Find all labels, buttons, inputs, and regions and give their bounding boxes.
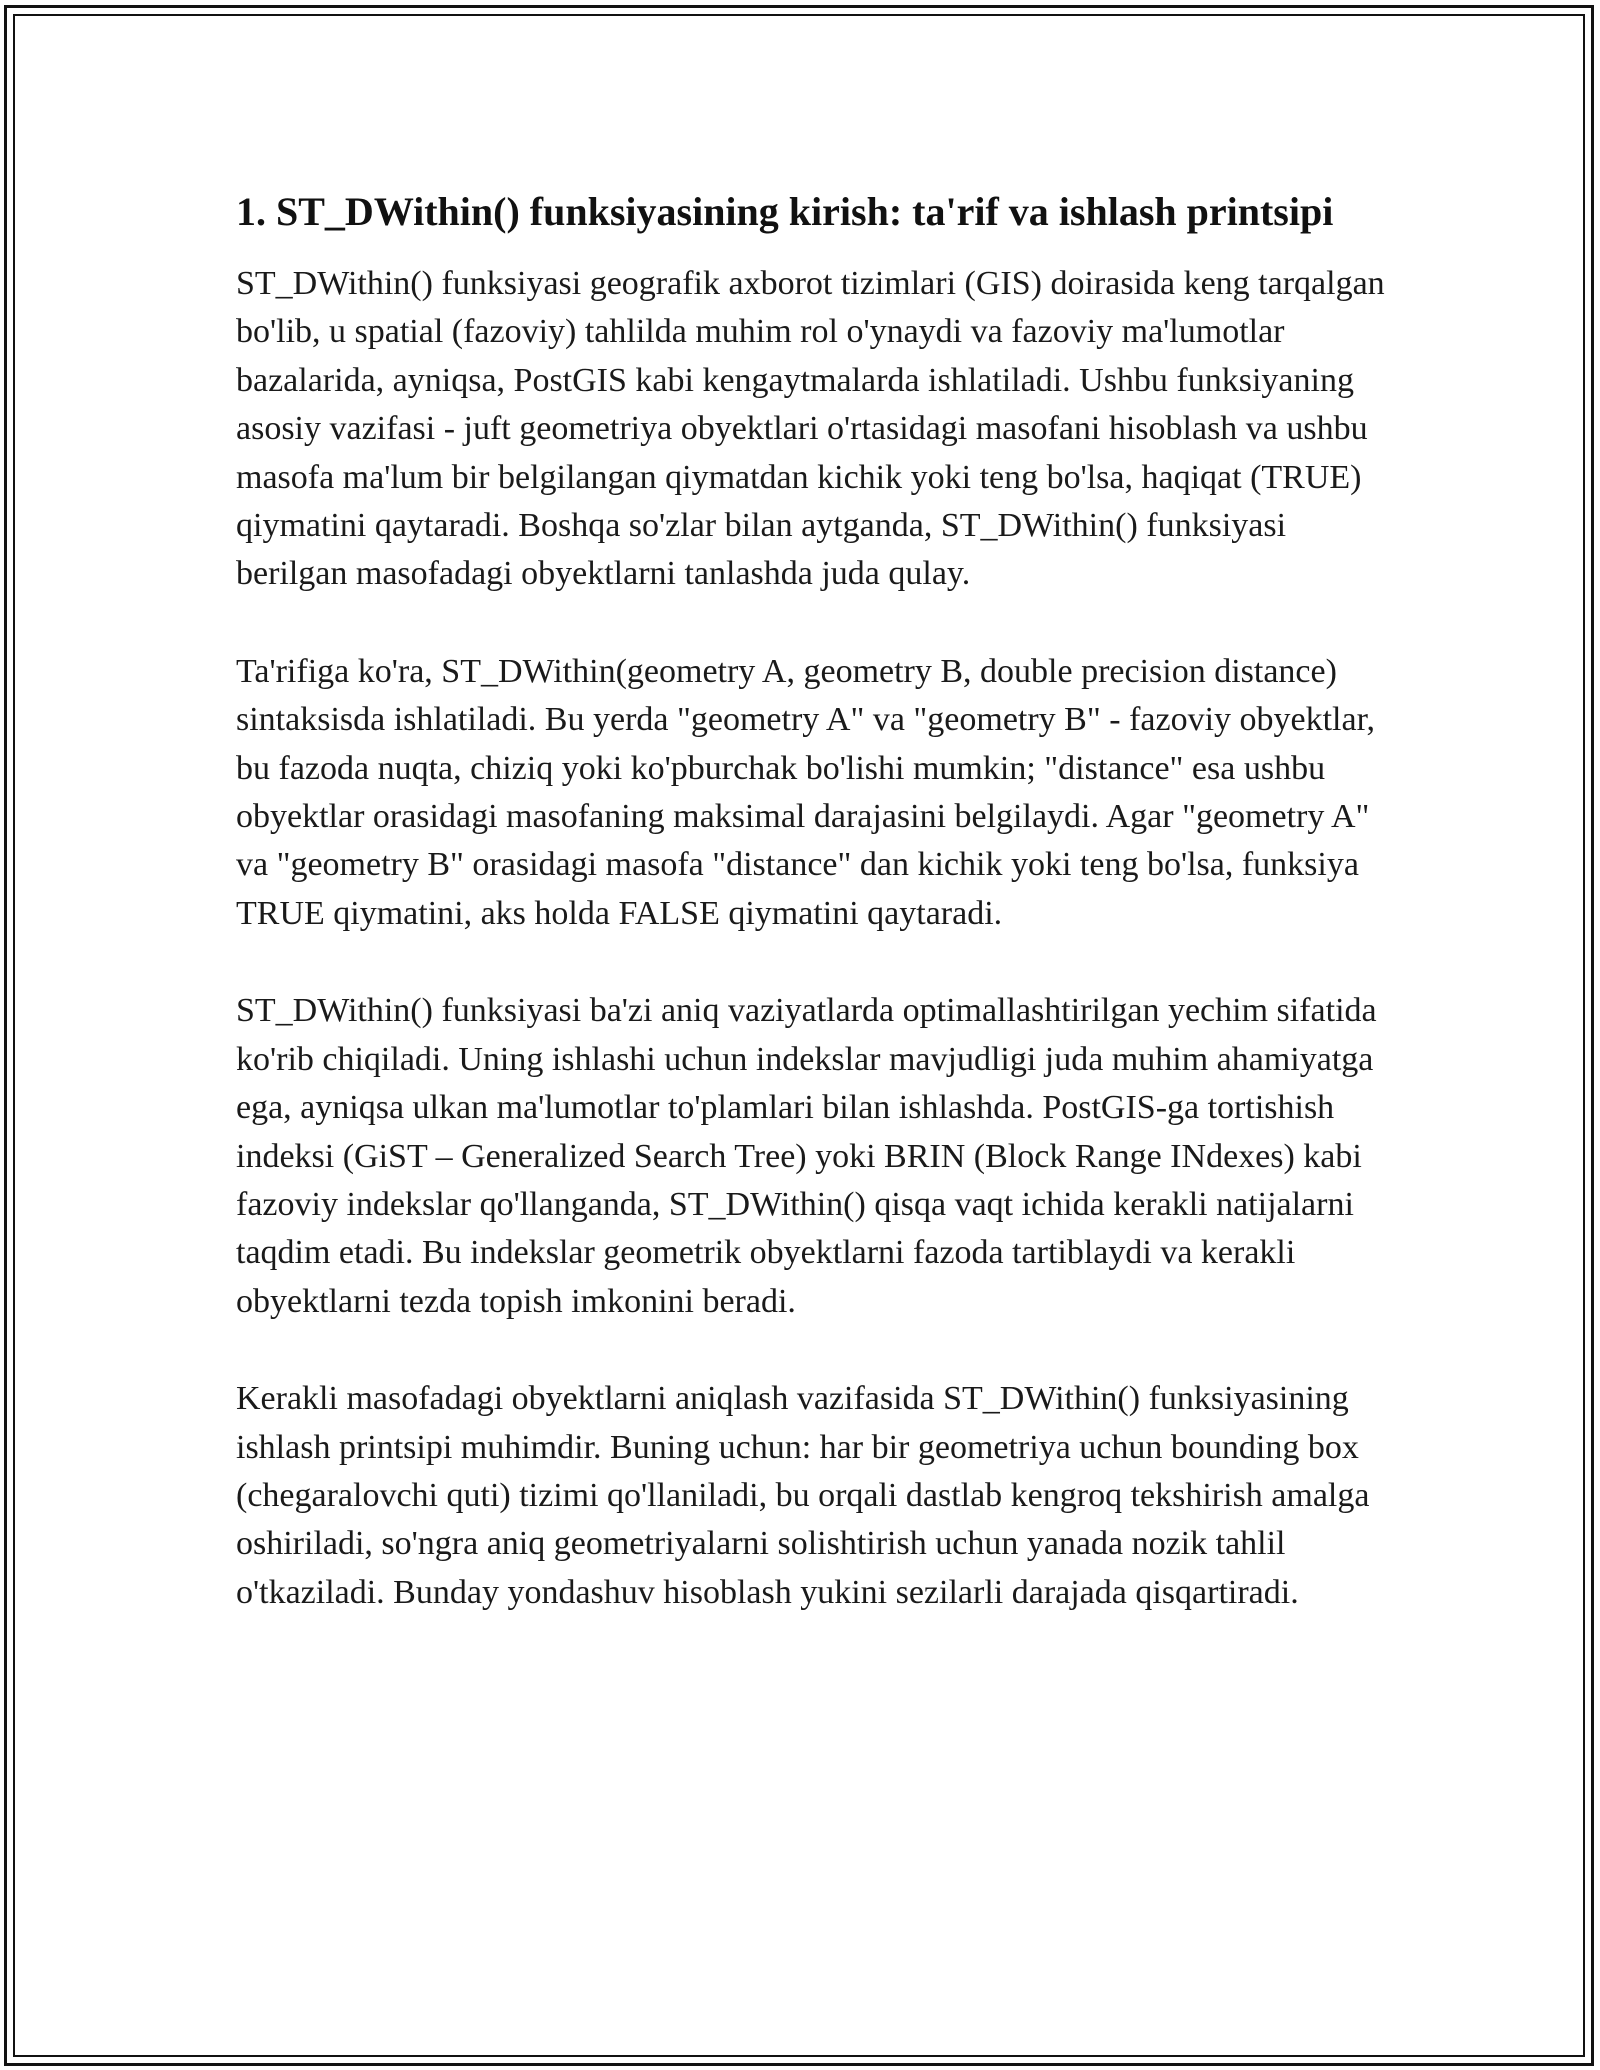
document-body [236, 184, 1385, 1666]
paragraph-indexes: ST_DWithin() funksiyasi ba'zi aniq vaziyatlarda optimallashtirilgan yechim sifatida ko'rib chiqiladi. Uning ishlashi uchun indekslar mavjudligi juda muhim ahamiyatga ega, ayniqsa ulkan ma'lumotlar to'plamlari bilan ishlashda. PostGIS-ga tortishish indeksi (GiST – Generalized Search Tree) yoki BRIN (Block Range INdexes) kabi fazoviy indekslar qo'llanganda, ST_DWithin() qisqa vaqt ichida kerakli natijalarni taqdim etadi. Bu indekslar geometrik obyektlarni fazoda tartiblaydi va kerakli obyektlarni tezda topish imkonini beradi. [236, 992, 1377, 1320]
paragraph-bounding-box: Kerakli masofadagi obyektlarni aniqlash vazifasida ST_DWithin() funksiyasining ishlash printsipi muhimdir. Buning uchun: har bir geometriya uchun bounding box (chegaralovchi quti) tizimi qo'llaniladi, bu orqali dastlab kengroq tekshirish amalga oshiriladi, so'ngra aniq geometriyalarni solishtirish uchun yanada nozik tahlil o'tkaziladi. Bunday yondashuv hisoblash yukini sezilarli darajada qisqartiradi. [236, 1380, 1370, 1611]
paragraph-definition: ST_DWithin() funksiyasi geografik axborot tizimlari (GIS) doirasida keng tarqalgan bo'lib, u spatial (fazoviy) tahlilda muhim rol o'ynaydi va fazoviy ma'lumotlar bazalarida, ayniqsa, PostGIS kabi kengaytmalarda ishlatiladi. Ushbu funksiyaning asosiy vazifasi - juft geometriya obyektlari o'rtasidagi masofani hisoblash va ushbu masofa ma'lum bir belgilangan qiymatdan kichik yoki teng bo'lsa, haqiqat (TRUE) qiymatini qaytaradi. Boshqa so'zlar bilan aytganda, ST_DWithin() funksiyasi berilgan masofadagi obyektlarni tanlashda juda qulay. [236, 265, 1385, 593]
section-heading: 1. ST_DWithin() funksiyasining kirish: ta'rif va ishlash printsipi [236, 189, 1334, 234]
paragraph-syntax: Ta'rifiga ko'ra, ST_DWithin(geometry A, geometry B, double precision distance) sintaksisda ishlatiladi. Bu yerda "geometry A" va "geometry B" - fazoviy obyektlar, bu fazoda nuqta, chiziq yoki ko'pburchak bo'lishi mumkin; "distance" esa ushbu obyektlar orasidagi masofaning maksimal darajasini belgilaydi. Agar "geometry A" va "geometry B" orasidagi masofa "distance" dan kichik yoki teng bo'lsa, funksiya TRUE qiymatini, aks holda FALSE qiymatini qaytaradi. [236, 652, 1376, 932]
